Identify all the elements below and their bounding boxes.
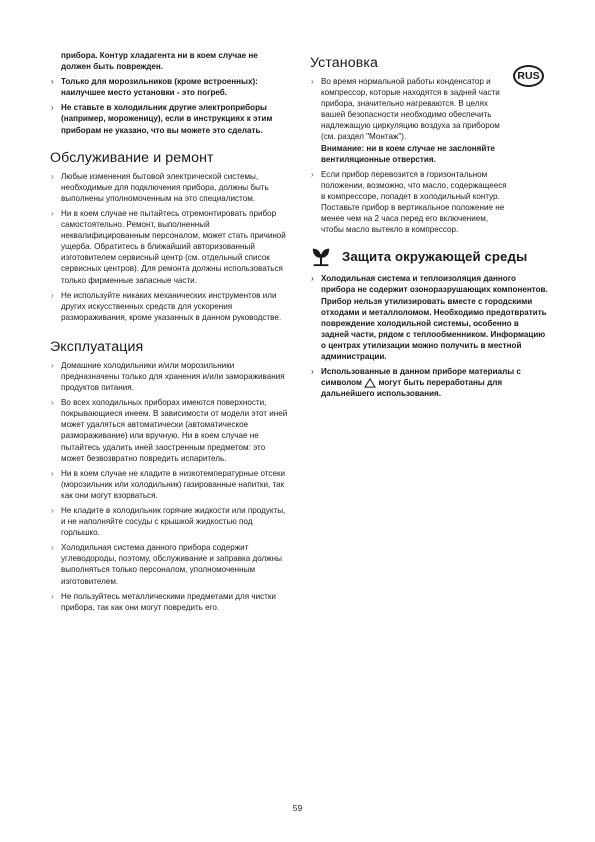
- list-item: › Только для морозильников (кроме встроенных): наилучшее место установки - это погреб.: [50, 76, 288, 98]
- list-item: › Не используйте никаких механических инструментов или других искусственных средств для ускорения размораживания, кроме указанных в данном руководстве.: [50, 290, 288, 323]
- install-section: [310, 55, 548, 235]
- section-title: Установка: [310, 55, 378, 71]
- list-item: › Холодильная система данного прибора содержит углеводороды, поэтому, обслуживание и заправка должны выполняться только персоналом, уполномоченным изготовителем.: [50, 542, 288, 586]
- install-text: Во время нормальной работы конденсатор и компрессор, которые находятся в задней части прибора, значительно нагреваются. В целях вашей безопасности необходимо обеспечить надлежащую циркуляцию воздуха за прибором (см. раздел "Монтаж").: [321, 77, 500, 142]
- right-column: [310, 50, 548, 403]
- environment-section: [310, 245, 548, 399]
- list-item: [310, 366, 548, 399]
- recycle-text-before: Использованные в данном приборе материалы с символом: [321, 367, 521, 388]
- left-column: [50, 50, 288, 617]
- section-title: Защита окружающей среды: [342, 248, 528, 264]
- section-title: Эксплуатация: [50, 338, 144, 355]
- list-item: › Не ставьте в холодильник другие электроприборы (например, мороженицу), если в инструкциях к этим приборам не указано, что вы можете это сделать.: [50, 102, 288, 135]
- plant-icon: [310, 245, 332, 267]
- continued-text: прибора. Контур хладагента ни в коем случае не должен быть поврежден.: [61, 51, 258, 72]
- list-item: › Если прибор перевозится в горизонтальном положении, возможно, что масло, содержащееся в компрессоре, попадет в холодильный контур. Поставьте прибор в вертикальное положение не менее чем на 2 часа перед его включением, чтобы масло вытекло в компрессор.: [310, 169, 510, 236]
- list-item: › Любые изменения бытовой электрической системы, необходимые для подключения прибора, должны быть выполнены уполномоченным на это специалистом.: [50, 171, 288, 204]
- list-item: [310, 76, 510, 165]
- service-section: [50, 150, 288, 323]
- list-item: › Ни в коем случае не кладите в низкотемпературные отсеки (морозильник или холодильник) газированные напитки, так как они могут взорваться.: [50, 468, 288, 501]
- recycle-icon: [364, 378, 376, 388]
- language-badge: RUS: [513, 65, 544, 87]
- list-item: › Не кладите в холодильник горячие жидкости или продукты, и не наполняйте сосуды с крышкой жидкостью под горлышко.: [50, 505, 288, 538]
- list-item: › Холодильная система и теплоизоляция данного прибора не содержит озоноразрушающих компонентов. Прибор нельзя утилизировать вместе с городскими отходами и металлоломом. Необходимо предотвратить повреждение холодильной системы, особенно в задней части, рядом с теплообменником. Информацию о центрах утилизации можно получить в местной администрации.: [310, 273, 548, 362]
- recycle-text-after: могут быть переработаны для дальнейшего использования.: [321, 378, 503, 399]
- section-title: Обслуживание и ремонт: [50, 149, 214, 166]
- top-list: [50, 76, 288, 135]
- page-number: 59: [292, 803, 303, 813]
- list-item: › Не пользуйтесь металлическими предметами для чистки прибора, так как они могут повредить его.: [50, 591, 288, 613]
- list-item: › Ни в коем случае не пытайтесь отремонтировать прибор самостоятельно. Ремонт, выполненный неквалифицированным персоналом, может стать причиной ущерба. Обратитесь в ближайший авторизованный изготовителем сервисный центр (см. отдельный список сервисных центров). Для ремонта должны использоваться только фирменные запасные части.: [50, 208, 288, 286]
- warning-text: Внимание: ни в коем случае не заслоняйте вентиляционные отверстия.: [321, 143, 495, 164]
- list-item: › Во всех холодильных приборах имеются поверхности, покрывающиеся инеем. В зависимости от модели этот иней может удаляться автоматически (автоматическое размораживание) или вручную. Ни в коем случае не пытайтесь удалить иней заостренным предметом: это может безвозвратно повредить испаритель.: [50, 397, 288, 464]
- list-item: › Домашние холодильники и/или морозильники предназначены только для хранения и/или замораживания продуктов питания.: [50, 360, 288, 393]
- operation-section: [50, 339, 288, 613]
